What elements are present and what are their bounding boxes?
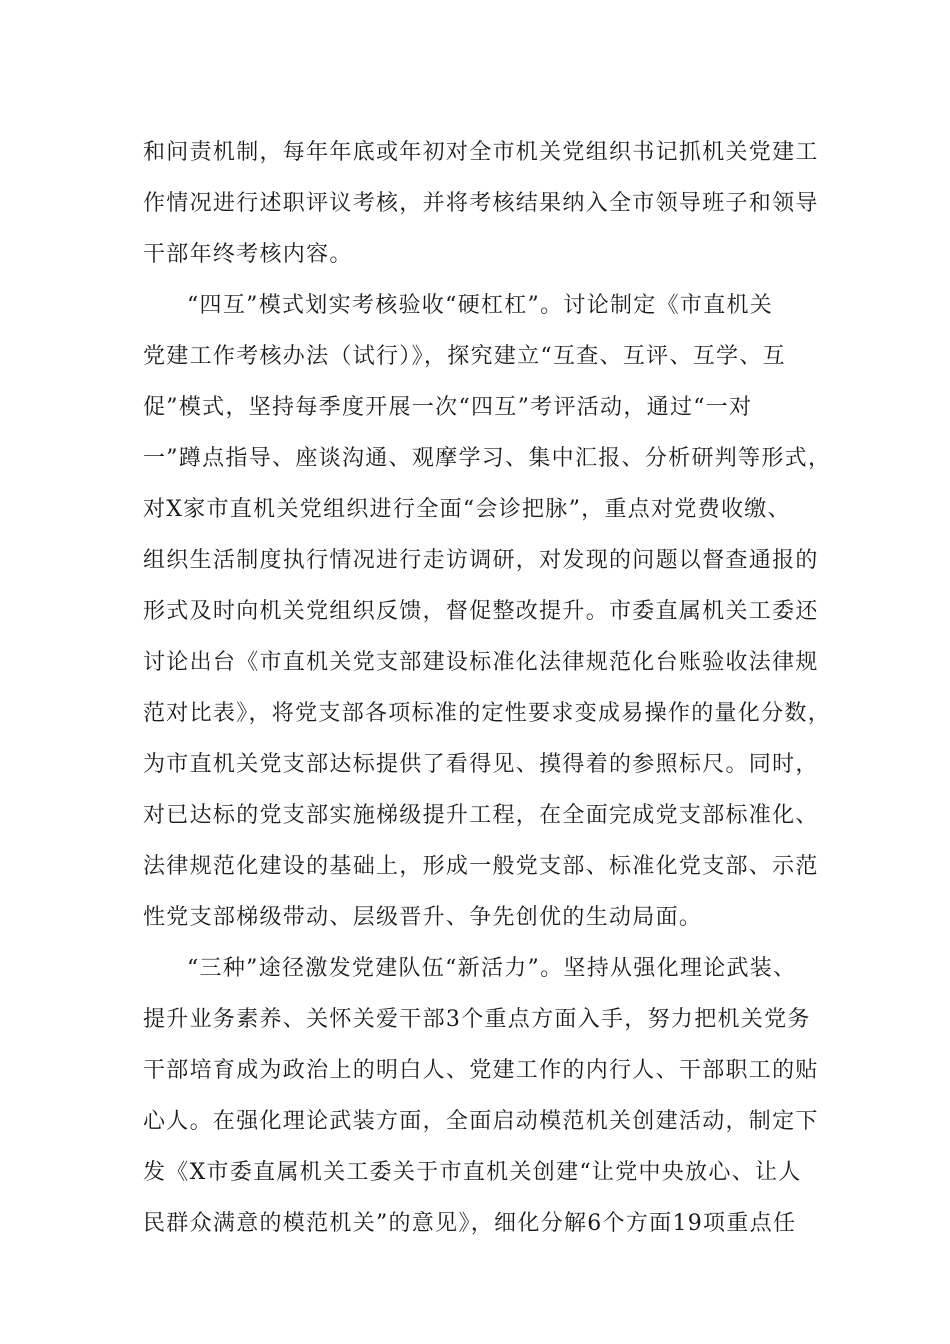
text-line: 心人。在强化理论武装方面，全面启动模范机关创建活动，制定下 — [143, 1109, 819, 1134]
section-heading-line: “三种”途径激发党建队伍“新活力”。坚持从强化理论武装、 — [187, 956, 797, 981]
text-line: 党建工作考核办法（试行）》，探究建立“互查、互评、互学、互 — [143, 344, 786, 369]
text-line: 民群众满意的模范机关”的意见》，细化分解6个方面19项重点任 — [143, 1211, 797, 1236]
text-line: 性党支部梯级带动、层级晋升、争先创优的生动局面。 — [143, 905, 703, 930]
text-line: 讨论出台《市直机关党支部建设标准化法律规范化台账验收法律规 — [143, 650, 819, 675]
text-line: 组织生活制度执行情况进行走访调研，对发现的问题以督查通报的 — [143, 548, 819, 573]
text-line: 提升业务素养、关怀关爱干部3个重点方面入手，努力把机关党务 — [143, 1007, 811, 1032]
text-line: 法律规范化建设的基础上，形成一般党支部、标准化党支部、示范 — [143, 854, 819, 879]
text-line: 促”模式，坚持每季度开展一次“四互”考评活动，通过“一对 — [143, 395, 753, 420]
text-line: 范对比表》，将党支部各项标准的定性要求变成易操作的量化分数， — [143, 701, 832, 726]
document-body — [143, 127, 832, 1249]
text-line: 干部培育成为政治上的明白人、党建工作的内行人、干部职工的贴 — [143, 1058, 819, 1083]
section-heading-line: “四互”模式划实考核验收“硬杠杠”。讨论制定《市直机关 — [187, 293, 774, 318]
text-line: 对X家市直机关党组织进行全面“会诊把脉”，重点对党费收缴、 — [143, 497, 791, 522]
text-line: 形式及时向机关党组织反馈，督促整改提升。市委直属机关工委还 — [143, 599, 819, 624]
text-line: 一”蹲点指导、座谈沟通、观摩学习、集中汇报、分析研判等形式， — [143, 446, 832, 471]
text-line: 为市直机关党支部达标提供了看得见、摸得着的参照标尺。同时， — [143, 752, 819, 777]
text-line: 干部年终考核内容。 — [143, 242, 353, 267]
text-line: 对已达标的党支部实施梯级提升工程，在全面完成党支部标准化、 — [143, 803, 819, 828]
text-line: 作情况进行述职评议考核，并将考核结果纳入全市领导班子和领导 — [143, 191, 819, 216]
text-line: 发《X市委直属机关工委关于市直机关创建“让党中央放心、让人 — [143, 1160, 802, 1185]
text-line: 和问责机制，每年年底或年初对全市机关党组织书记抓机关党建工 — [143, 140, 819, 165]
